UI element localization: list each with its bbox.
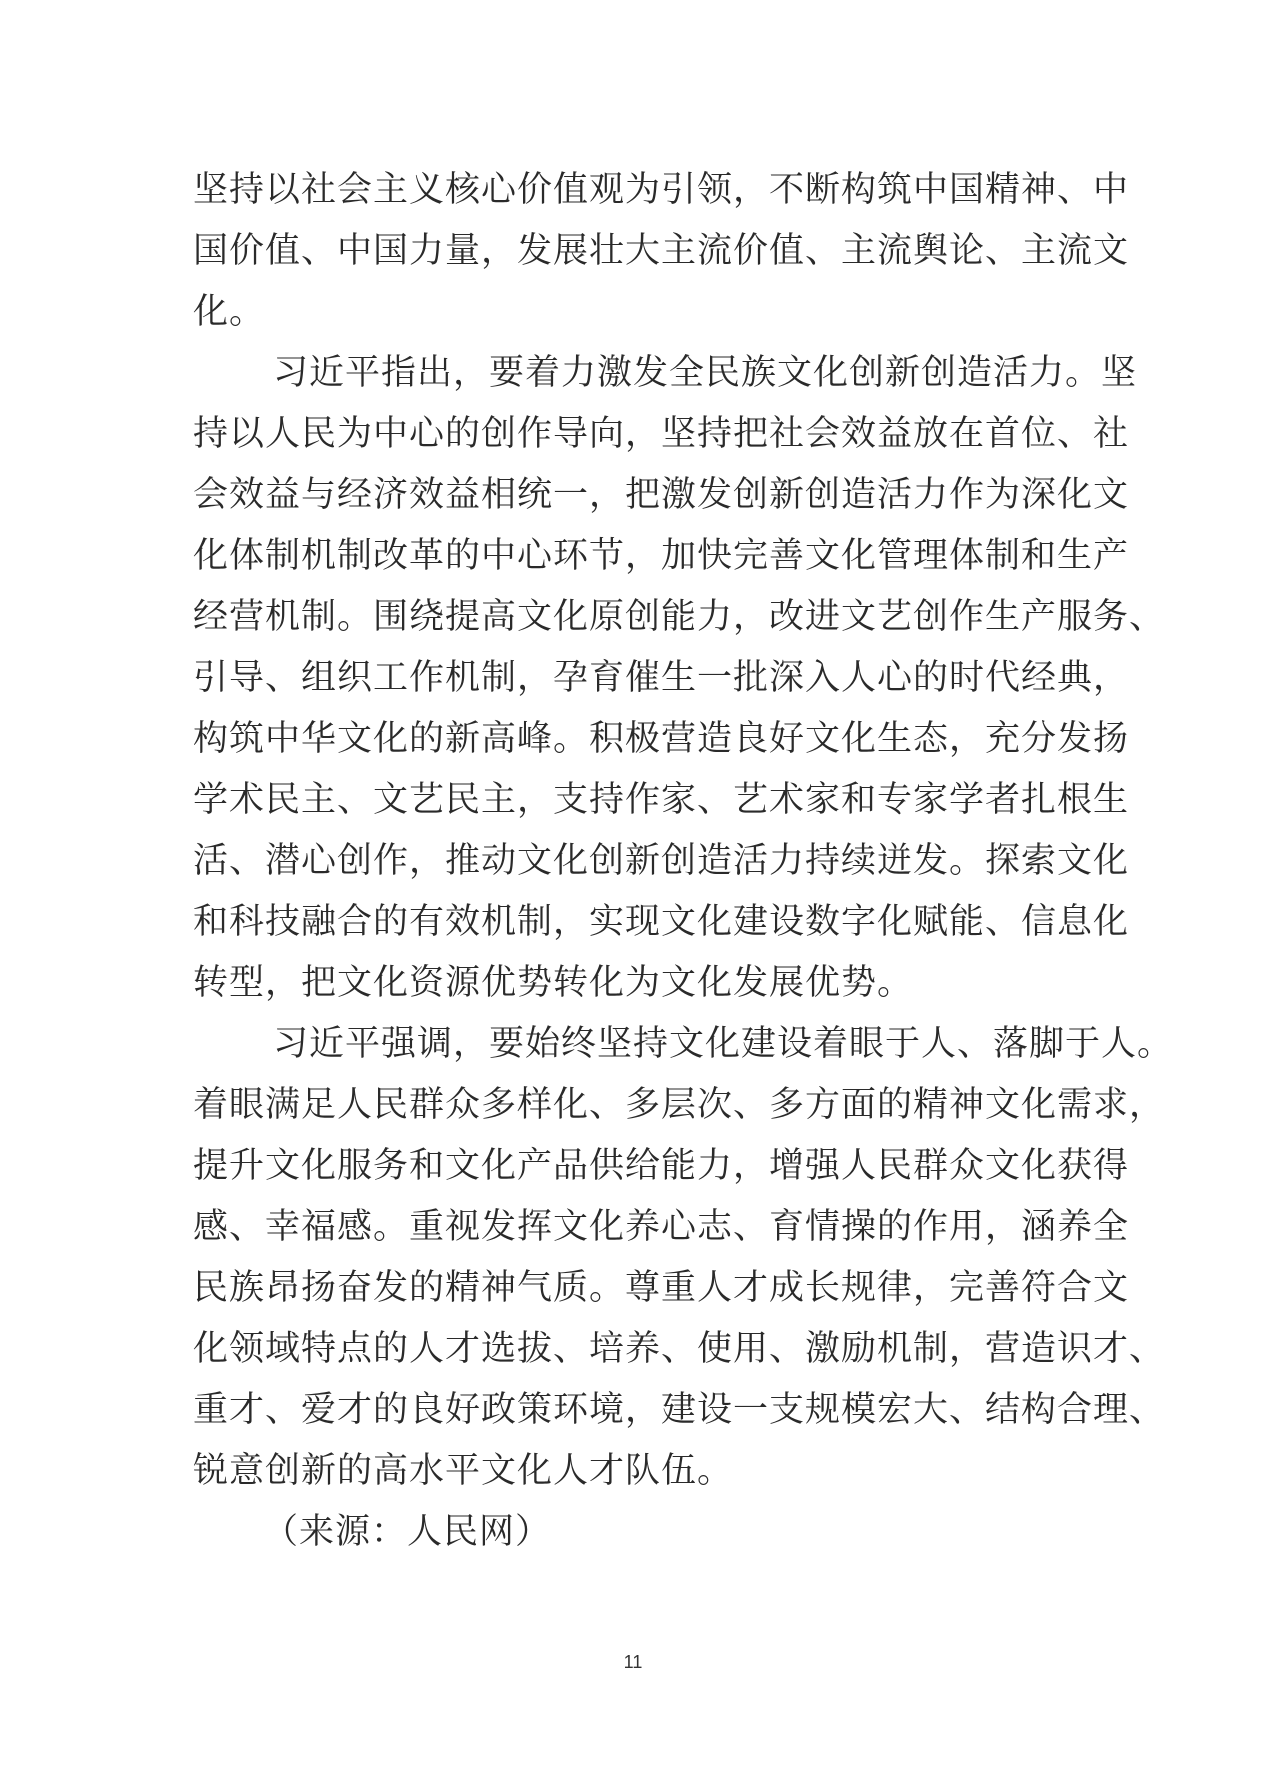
text-line: 国价值、中国力量，发展壮大主流价值、主流舆论、主流文 [193, 231, 1130, 271]
text-line: 重才、爱才的良好政策环境，建设一支规模宏大、结构合理、 [193, 1390, 1166, 1430]
body-text [193, 160, 1174, 1563]
text-line: 经营机制。围绕提高文化原创能力，改进文艺创作生产服务、 [193, 597, 1166, 637]
source-attribution: （来源：人民网） [263, 1512, 552, 1552]
text-line: 锐意创新的高水平文化人才队伍。 [193, 1451, 734, 1491]
text-line: 学术民主、文艺民主，支持作家、艺术家和专家学者扎根生 [193, 780, 1130, 820]
text-line: 会效益与经济效益相统一，把激发创新创造活力作为深化文 [193, 475, 1130, 515]
text-line: 活、潜心创作，推动文化创新创造活力持续迸发。探索文化 [193, 841, 1130, 881]
text-line: 化体制机制改革的中心环节，加快完善文化管理体制和生产 [193, 536, 1130, 576]
text-line: 感、幸福感。重视发挥文化养心志、育情操的作用，涵养全 [193, 1207, 1130, 1247]
page-number: 11 [623, 1652, 643, 1672]
text-line: 引导、组织工作机制，孕育催生一批深入人心的时代经典， [193, 658, 1130, 698]
text-line: 民族昂扬奋发的精神气质。尊重人才成长规律，完善符合文 [193, 1268, 1130, 1308]
paragraph-start-line: 习近平强调，要始终坚持文化建设着眼于人、落脚于人。 [273, 1024, 1174, 1064]
text-line: 着眼满足人民群众多样化、多层次、多方面的精神文化需求， [193, 1085, 1166, 1125]
text-line: 和科技融合的有效机制，实现文化建设数字化赋能、信息化 [193, 902, 1130, 942]
text-line: 构筑中华文化的新高峰。积极营造良好文化生态，充分发扬 [193, 719, 1130, 759]
text-line: 化。 [193, 292, 266, 332]
text-line: 提升文化服务和文化产品供给能力，增强人民群众文化获得 [193, 1146, 1130, 1186]
paragraph-start-line: 习近平指出，要着力激发全民族文化创新创造活力。坚 [273, 353, 1138, 393]
text-line: 坚持以社会主义核心价值观为引领，不断构筑中国精神、中 [193, 170, 1130, 210]
text-line: 转型，把文化资源优势转化为文化发展优势。 [193, 963, 914, 1003]
text-line: 持以人民为中心的创作导向，坚持把社会效益放在首位、社 [193, 414, 1130, 454]
text-line: 化领域特点的人才选拔、培养、使用、激励机制，营造识才、 [193, 1329, 1166, 1369]
